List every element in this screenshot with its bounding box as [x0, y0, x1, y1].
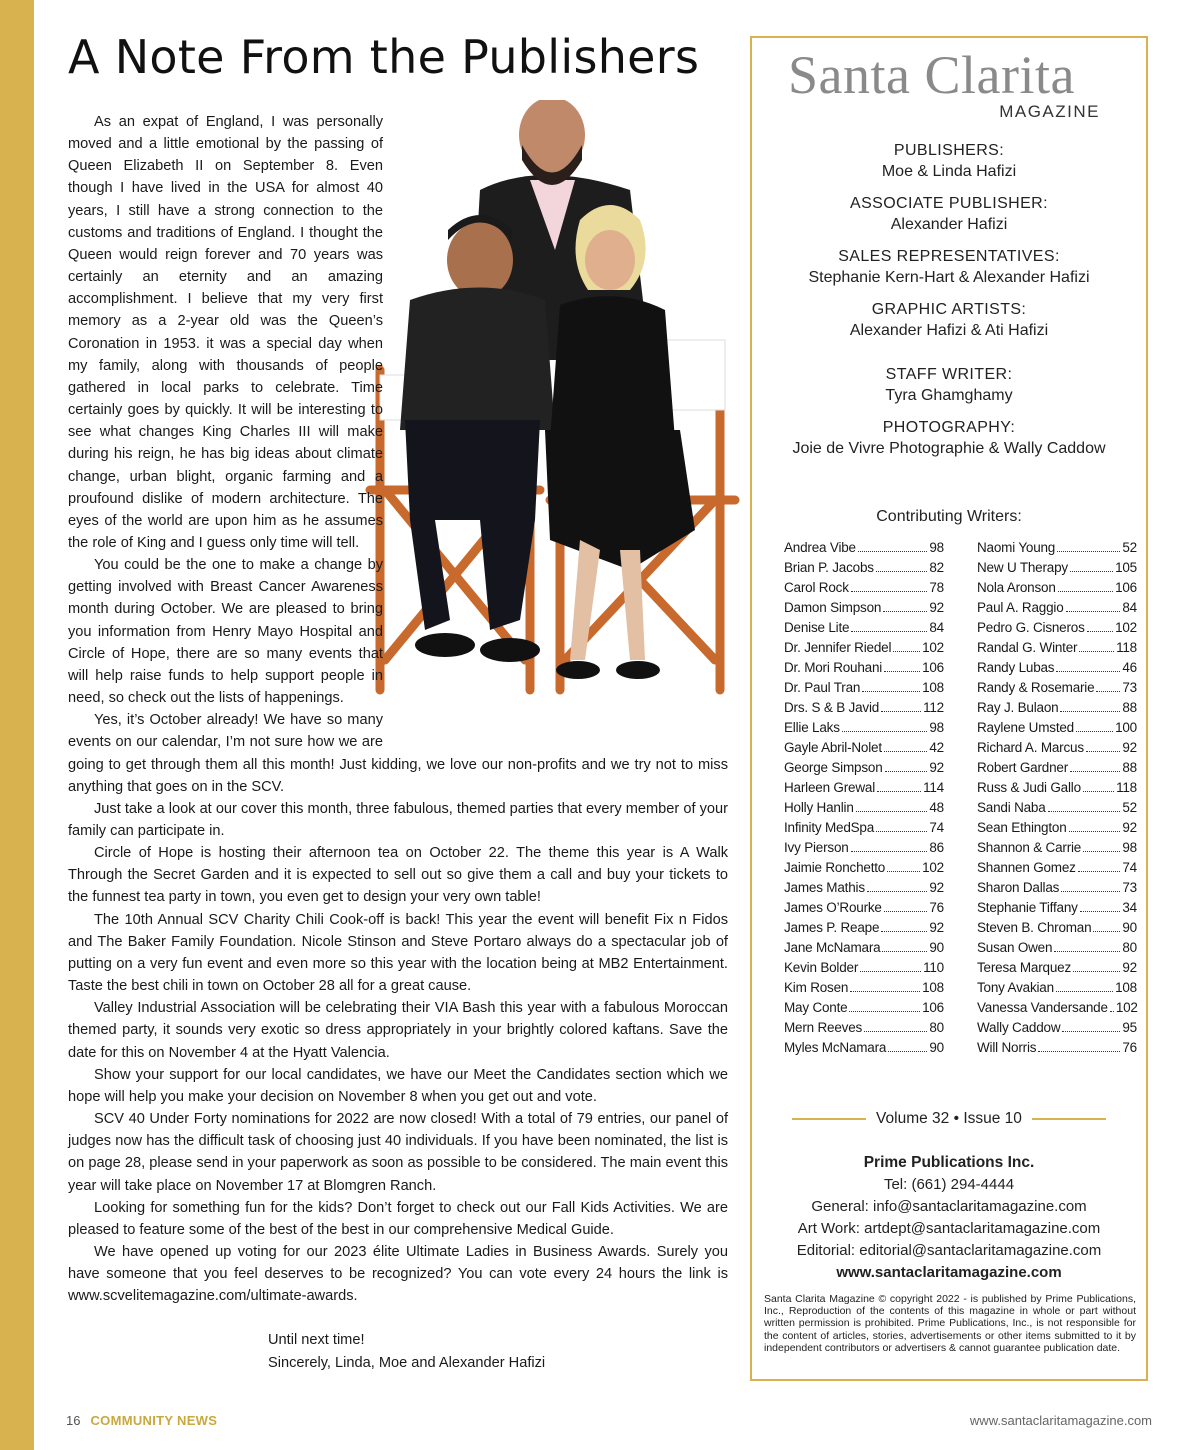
- writers-list-right: [977, 538, 1137, 1058]
- dot-leader: [849, 1011, 920, 1012]
- writer-entry: [784, 878, 944, 898]
- dot-leader: [1038, 1051, 1120, 1052]
- writer-name: Randy & Rosemarie: [977, 680, 1095, 695]
- divider-line: [1032, 1118, 1106, 1120]
- article-paragraph: We have opened up voting for our 2023 élite Ultimate Ladies in Business Awards. Surely you have someone that you feel deserves to be recognized? You can vote every 24 hours the link is www.scvelitemagazine.com/ultimate-awards.: [68, 1243, 728, 1305]
- footer-url[interactable]: www.santaclaritamagazine.com: [969, 1413, 1152, 1428]
- dot-leader: [1069, 831, 1121, 832]
- writer-name: Holly Hanlin: [784, 800, 854, 815]
- writer-page: 42: [929, 740, 944, 755]
- writer-entry: [977, 758, 1137, 778]
- writer-entry: [977, 878, 1137, 898]
- writer-entry: [784, 638, 944, 658]
- writer-entry: [977, 898, 1137, 918]
- writer-page: 114: [923, 780, 944, 795]
- dot-leader: [1054, 951, 1120, 952]
- writer-name: James P. Reape: [784, 920, 880, 935]
- writer-name: Dr. Paul Tran: [784, 680, 861, 695]
- writer-name: Shannen Gomez: [977, 860, 1076, 875]
- writer-entry: [977, 978, 1137, 998]
- logo-subtitle: MAGAZINE: [999, 102, 1100, 121]
- dot-leader: [856, 811, 928, 812]
- dot-leader: [1073, 971, 1120, 972]
- writer-entry: [977, 938, 1137, 958]
- writer-page: 118: [1116, 780, 1137, 795]
- writer-entry: [784, 998, 944, 1018]
- writer-name: Brian P. Jacobs: [784, 560, 874, 575]
- dot-leader: [1093, 931, 1120, 932]
- writer-entry: [784, 858, 944, 878]
- writer-name: Randy Lubas: [977, 660, 1055, 675]
- signature: Sincerely, Linda, Moe and Alexander Hafizi: [268, 1354, 546, 1371]
- writer-name: Steven B. Chroman: [977, 920, 1092, 935]
- writer-page: 106: [1115, 580, 1137, 595]
- writer-entry: [977, 838, 1137, 858]
- dot-leader: [851, 851, 928, 852]
- dot-leader: [885, 771, 928, 772]
- writer-entry: [784, 658, 944, 678]
- writer-name: Kim Rosen: [784, 980, 849, 995]
- writer-name: Raylene Umsted: [977, 720, 1074, 735]
- writer-name: Teresa Marquez: [977, 960, 1071, 975]
- dot-leader: [851, 591, 928, 592]
- writer-name: Kevin Bolder: [784, 960, 859, 975]
- credit-names: Joie de Vivre Photographie & Wally Caddow: [792, 440, 1106, 457]
- writer-name: George Simpson: [784, 760, 883, 775]
- writer-page: 84: [929, 620, 944, 635]
- dot-leader: [882, 951, 927, 952]
- dot-leader: [1086, 751, 1120, 752]
- writer-page: 80: [1122, 940, 1137, 955]
- writer-entry: [784, 818, 944, 838]
- dot-leader: [1079, 651, 1114, 652]
- dot-leader: [893, 651, 920, 652]
- closing-line: Until next time!: [268, 1332, 365, 1349]
- writer-name: Dr. Mori Rouhani: [784, 660, 883, 675]
- dot-leader: [887, 871, 920, 872]
- writer-page: 106: [922, 1000, 944, 1015]
- divider-line: [792, 1118, 866, 1120]
- writer-page: 34: [1122, 900, 1137, 915]
- dot-leader: [1078, 871, 1121, 872]
- credit-names: Moe & Linda Hafizi: [881, 163, 1017, 180]
- credit-graphic-artists: [752, 301, 1146, 340]
- writer-name: Randal G. Winter: [977, 640, 1078, 655]
- writer-name: Harleen Grewal: [784, 780, 875, 795]
- writer-entry: [977, 658, 1137, 678]
- writer-page: 80: [929, 1020, 944, 1035]
- credit-names: Alexander Hafizi: [890, 216, 1008, 233]
- writer-name: Paul A. Raggio: [977, 600, 1064, 615]
- writer-entry: [784, 578, 944, 598]
- writer-name: Vanessa Vandersande: [977, 1000, 1108, 1015]
- writer-page: 108: [922, 980, 944, 995]
- volume-issue: [752, 1110, 1146, 1128]
- credit-staff-writer: [752, 366, 1146, 405]
- writer-page: 110: [923, 960, 944, 975]
- writer-page: 88: [1122, 700, 1137, 715]
- writer-entry: [977, 798, 1137, 818]
- writer-page: 86: [929, 840, 944, 855]
- credit-names: Tyra Ghamghamy: [885, 387, 1013, 404]
- dot-leader: [1060, 711, 1120, 712]
- dot-leader: [850, 991, 920, 992]
- writer-page: 46: [1122, 660, 1137, 675]
- writer-page: 92: [929, 600, 944, 615]
- dot-leader: [862, 691, 920, 692]
- writer-page: 92: [1122, 820, 1137, 835]
- writer-entry: [784, 798, 944, 818]
- writer-page: 106: [922, 660, 944, 675]
- writer-name: Shannon & Carrie: [977, 840, 1082, 855]
- editorial-email[interactable]: Editorial: editorial@santaclaritamagazine.com: [796, 1242, 1102, 1259]
- writer-entry: [977, 698, 1137, 718]
- dot-leader: [1058, 591, 1113, 592]
- writer-page: 118: [1116, 640, 1137, 655]
- writer-name: Wally Caddow: [977, 1020, 1061, 1035]
- writer-page: 95: [1122, 1020, 1137, 1035]
- dot-leader: [876, 831, 927, 832]
- writer-entry: [784, 898, 944, 918]
- staff-credits: [752, 142, 1146, 472]
- credit-role: SALES REPRESENTATIVES:: [838, 248, 1060, 265]
- writer-page: 102: [1115, 620, 1137, 635]
- writer-name: James Mathis: [784, 880, 865, 895]
- article-paragraph: Looking for something fun for the kids? Don’t forget to check out our Fall Kids Activities. We are pleased to feature some of the best of the best in our comprehensive Medical Guide.: [68, 1199, 728, 1238]
- writer-name: Robert Gardner: [977, 760, 1068, 775]
- dot-leader: [884, 911, 928, 912]
- dot-leader: [1056, 671, 1120, 672]
- writer-name: Ivy Pierson: [784, 840, 849, 855]
- dot-leader: [860, 971, 921, 972]
- writer-entry: [977, 1018, 1137, 1038]
- credit-role: GRAPHIC ARTISTS:: [871, 301, 1027, 318]
- writer-name: Will Norris: [977, 1040, 1037, 1055]
- writer-entry: [784, 1038, 944, 1058]
- writer-entry: [977, 598, 1137, 618]
- writer-name: Jaimie Ronchetto: [784, 860, 886, 875]
- writer-name: Damon Simpson: [784, 600, 882, 615]
- writer-entry: [977, 718, 1137, 738]
- writer-page: 102: [922, 640, 944, 655]
- contributing-writers-title: Contributing Writers:: [876, 508, 1022, 525]
- writer-entry: [977, 638, 1137, 658]
- writer-name: Susan Owen: [977, 940, 1053, 955]
- dot-leader: [1066, 611, 1121, 612]
- page-number: 16: [66, 1413, 81, 1428]
- writer-page: 102: [1115, 1000, 1138, 1015]
- writer-name: Denise Lite: [784, 620, 850, 635]
- writer-entry: [784, 678, 944, 698]
- writer-name: Nola Aronson: [977, 580, 1056, 595]
- credit-publishers: [752, 142, 1146, 181]
- writer-page: 98: [929, 720, 944, 735]
- writer-name: Dr. Jennifer Riedel: [784, 640, 892, 655]
- writer-entry: [784, 738, 944, 758]
- contact-info: [752, 1152, 1146, 1284]
- dot-leader: [876, 571, 928, 572]
- writer-entry: [977, 738, 1137, 758]
- writer-page: 76: [1122, 1040, 1137, 1055]
- writer-entry: [784, 838, 944, 858]
- gold-side-bar: [0, 0, 34, 1450]
- dot-leader: [867, 891, 928, 892]
- artwork-email[interactable]: Art Work: artdept@santaclaritamagazine.com: [797, 1220, 1101, 1237]
- writer-entry: [977, 558, 1137, 578]
- dot-leader: [1080, 911, 1121, 912]
- writer-entry: [784, 598, 944, 618]
- writer-name: Naomi Young: [977, 540, 1056, 555]
- page-footer-left: [66, 1413, 217, 1428]
- dot-leader: [1087, 631, 1113, 632]
- writer-name: Sharon Dallas: [977, 880, 1060, 895]
- writer-page: 112: [923, 700, 944, 715]
- writer-entry: [784, 978, 944, 998]
- writer-entry: [784, 958, 944, 978]
- dot-leader: [1056, 991, 1113, 992]
- writer-entry: [977, 818, 1137, 838]
- dot-leader: [1048, 811, 1121, 812]
- article-paragraph: As an expat of England, I was personally moved and a little emotional by the passing of Queen Elizabeth II on September 8. Even though I have lived in the USA for almost 40 years, I still have a strong connection to the customs and traditions of England. I thought the Queen would reign forever and 70 years was certainly an eternity and an amazing accomplishment. I believe that my very first memory as a 2-year old was the Queen’s Coronation in 1953. it was a special day when my family, along with thousands of people gathered in local parks to celebrate. Time certainly goes by quickly. It will be interesting to see what changes King Charles III will make during his reign, he has big ideas about climate change, urban blight, organic farming and a proufound dislike of modern architecture. The eyes of the world are upon him as he assumes the role of King and I guess only time will tell.: [68, 114, 383, 551]
- writer-name: Infinity MedSpa: [784, 820, 875, 835]
- writer-page: 90: [1122, 920, 1137, 935]
- article-paragraph: Just take a look at our cover this month, three fabulous, themed parties that every member of your family can participate in.: [68, 800, 728, 839]
- writer-entry: [784, 718, 944, 738]
- writer-entry: [977, 1038, 1137, 1058]
- writer-name: Ellie Laks: [784, 720, 840, 735]
- writer-name: James O’Rourke: [784, 900, 882, 915]
- writer-page: 78: [929, 580, 944, 595]
- writer-entry: [784, 538, 944, 558]
- dot-leader: [1096, 691, 1120, 692]
- dot-leader: [858, 551, 928, 552]
- logo-title: Santa Clarita: [788, 45, 1075, 105]
- writer-entry: [784, 918, 944, 938]
- article-paragraph: Yes, it’s October already! We have so many events on our calendar, I’m not sure how we are going to get through them all this month! Just kidding, we love our non-profits and we try not to miss anything that goes on in the SCV.: [68, 712, 728, 795]
- dot-leader: [842, 731, 928, 732]
- dot-leader: [1076, 731, 1113, 732]
- writer-name: Richard A. Marcus: [977, 740, 1084, 755]
- dot-leader: [883, 611, 927, 612]
- writer-entry: [977, 958, 1137, 978]
- masthead-box: [750, 36, 1148, 1381]
- writer-entry: [784, 618, 944, 638]
- dot-leader: [1083, 851, 1120, 852]
- credit-sales: [752, 248, 1146, 287]
- writer-page: 92: [929, 920, 944, 935]
- dot-leader: [1083, 791, 1114, 792]
- article-paragraph: Circle of Hope is hosting their afternoon tea on October 22. The theme this year is A Walk Through the Secret Garden and it is expected to sell out so give them a call and buy your tickets to the funnest tea party in town, you even get to design your very own table!: [68, 845, 728, 906]
- writer-page: 84: [1122, 600, 1137, 615]
- credit-role: STAFF WRITER:: [885, 366, 1013, 383]
- writer-page: 73: [1122, 880, 1137, 895]
- dot-leader: [864, 1031, 927, 1032]
- dot-leader: [1110, 1011, 1114, 1012]
- writer-page: 90: [929, 1040, 944, 1055]
- writer-entry: [784, 758, 944, 778]
- credit-role: ASSOCIATE PUBLISHER:: [850, 195, 1048, 212]
- dot-leader: [881, 711, 921, 712]
- dot-leader: [1061, 891, 1120, 892]
- writer-entry: [977, 618, 1137, 638]
- dot-leader: [881, 931, 927, 932]
- photo-wrap-space: [383, 111, 728, 741]
- writer-page: 92: [1122, 740, 1137, 755]
- magazine-logo: [788, 44, 1108, 124]
- writer-name: Mern Reeves: [784, 1020, 863, 1035]
- dot-leader: [1070, 771, 1120, 772]
- writer-entry: [784, 938, 944, 958]
- company-name: Prime Publications Inc.: [863, 1154, 1035, 1171]
- article-paragraph: The 10th Annual SCV Charity Chili Cook-off is back! This year the event will benefit Fix n Fidos and The Baker Family Foundation. Nicole Stinson and Steve Portaro always do a spectacular job of putting on a very fun event and even more so this year with the location being at MB2 Entertainment. Taste the best chili in town on October 28 all for a great cause.: [68, 911, 728, 995]
- credit-names: Alexander Hafizi & Ati Hafizi: [849, 322, 1049, 339]
- writer-entry: [784, 698, 944, 718]
- writer-page: 82: [929, 560, 944, 575]
- writer-page: 92: [1122, 960, 1137, 975]
- dot-leader: [884, 671, 920, 672]
- writer-page: 74: [929, 820, 944, 835]
- writer-name: New U Therapy: [977, 560, 1068, 575]
- writer-entry: [977, 918, 1137, 938]
- writer-entry: [784, 1018, 944, 1038]
- writer-page: 90: [929, 940, 944, 955]
- writer-page: 108: [1115, 980, 1137, 995]
- writer-entry: [977, 858, 1137, 878]
- credit-role: PHOTOGRAPHY:: [882, 419, 1016, 436]
- writer-name: Tony Avakian: [977, 980, 1054, 995]
- writer-page: 88: [1122, 760, 1137, 775]
- writer-page: 102: [922, 860, 944, 875]
- dot-leader: [851, 631, 927, 632]
- writer-entry: [784, 558, 944, 578]
- writer-name: Ray J. Bulaon: [977, 700, 1059, 715]
- credit-names: Stephanie Kern-Hart & Alexander Hafizi: [808, 269, 1090, 286]
- writer-page: 73: [1122, 680, 1137, 695]
- writer-page: 98: [1122, 840, 1137, 855]
- dot-leader: [888, 1051, 927, 1052]
- writer-page: 98: [929, 540, 944, 555]
- writer-page: 92: [929, 760, 944, 775]
- writer-entry: [977, 998, 1137, 1018]
- dot-leader: [877, 791, 921, 792]
- writer-name: Gayle Abril-Nolet: [784, 740, 882, 755]
- publishers-letter: [68, 111, 728, 1374]
- writer-name: Sandi Naba: [977, 800, 1046, 815]
- writer-name: Carol Rock: [784, 580, 849, 595]
- credit-associate-publisher: [752, 195, 1146, 234]
- copyright-notice: Santa Clarita Magazine © copyright 2022 - is published by Prime Publications, Inc., Reproduction of the contents of this magazine in whole or part without written permission is prohibited. Prime Publications, Inc., is not responsible for the content of articles, stories, advertisements or other items submitted to it by independent contributors or advertisers & cannot guarantee publication date.: [764, 1293, 1136, 1354]
- writer-entry: [784, 778, 944, 798]
- writer-name: Sean Ethington: [977, 820, 1067, 835]
- volume-label: Volume 32 • Issue 10: [876, 1110, 1022, 1127]
- article-paragraph: SCV 40 Under Forty nominations for 2022 are now closed! With a total of 79 entries, our panel of judges now has the difficult task of choosing just 40 individuals. If you have been nominated, the list is on page 28, please send in your paperwork as soon as possible to be considered. The main event this year will take place on November 17 at Blomgren Ranch.: [68, 1111, 728, 1194]
- writer-name: Andrea Vibe: [784, 540, 856, 555]
- website-link[interactable]: www.santaclaritamagazine.com: [836, 1264, 1062, 1281]
- writer-page: 48: [929, 800, 944, 815]
- writer-page: 74: [1122, 860, 1137, 875]
- writer-name: Russ & Judi Gallo: [977, 780, 1081, 795]
- writer-page: 108: [922, 680, 944, 695]
- writer-name: May Conte: [784, 1000, 848, 1015]
- telephone: Tel: (661) 294-4444: [883, 1176, 1015, 1193]
- writer-entry: [977, 578, 1137, 598]
- section-name: COMMUNITY NEWS: [90, 1413, 218, 1428]
- dot-leader: [884, 751, 927, 752]
- writer-entry: [977, 678, 1137, 698]
- credit-photography: [752, 419, 1146, 458]
- article-paragraph: Valley Industrial Association will be celebrating their VIA Bash this year with a fabulous Moroccan themed party, it sounds very exotic so dress appropriately in your brightly colored kaftans. Save the date for this on November 4 at the Hyatt Valencia.: [68, 1000, 728, 1061]
- writer-entry: [977, 778, 1137, 798]
- page-title: A Note From the Publishers: [68, 30, 700, 84]
- writer-name: Jane McNamara: [784, 940, 881, 955]
- writer-entry: [977, 538, 1137, 558]
- dot-leader: [1062, 1031, 1120, 1032]
- writer-page: 52: [1122, 540, 1137, 555]
- writer-name: Drs. S & B Javid: [784, 700, 880, 715]
- writer-name: Myles McNamara: [784, 1040, 887, 1055]
- credit-role: PUBLISHERS:: [893, 142, 1005, 159]
- writer-name: Stephanie Tiffany: [977, 900, 1078, 915]
- dot-leader: [1070, 571, 1113, 572]
- writer-page: 92: [929, 880, 944, 895]
- article-paragraph: You could be the one to make a change by getting involved with Breast Cancer Awareness month during October. We are pleased to bring you information from Henry Mayo Hospital and Circle of Hope, there are so many events that will help raise funds to help support people in need, so check out the lists of happenings.: [68, 557, 383, 707]
- writer-page: 76: [929, 900, 944, 915]
- writers-list-left: [784, 538, 944, 1058]
- article-paragraph: Show your support for our local candidates, we have our Meet the Candidates section which we hope will help you make your decision on November 8 when you get out and vote.: [68, 1066, 728, 1105]
- writer-page: 105: [1115, 560, 1137, 575]
- writer-page: 100: [1115, 720, 1137, 735]
- writer-name: Pedro G. Cisneros: [977, 620, 1085, 635]
- writer-page: 52: [1122, 800, 1137, 815]
- general-email[interactable]: General: info@santaclaritamagazine.com: [811, 1198, 1087, 1215]
- dot-leader: [1057, 551, 1120, 552]
